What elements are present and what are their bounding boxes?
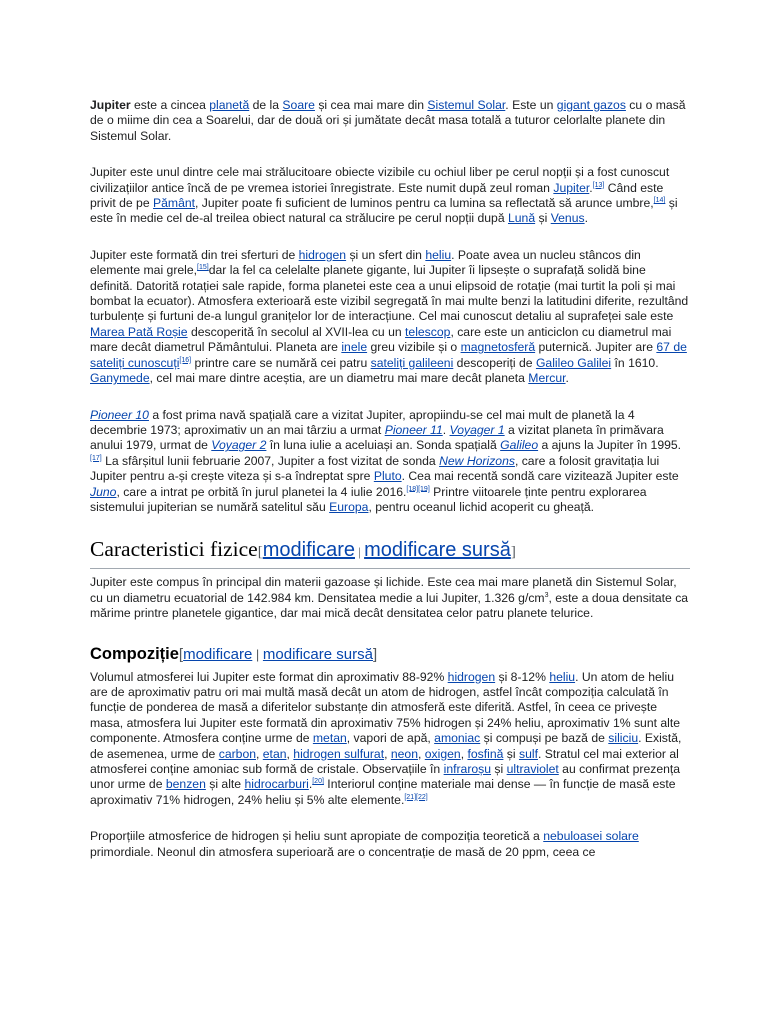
link-pioneer-11[interactable]: Pioneer 11	[384, 422, 443, 437]
link-ganymede[interactable]: Ganymede	[90, 371, 150, 386]
section-edit-links: [modificare | modificare sursă]	[257, 539, 516, 562]
link-benzen[interactable]: benzen	[165, 777, 206, 792]
edit-link[interactable]: modificare	[262, 539, 355, 562]
paragraph-exploration: Pioneer 10 a fost prima navă spațială care a vizitat Jupiter, apropiindu-se cel mai mult de planetă la 4 decembrie 1973; aproximativ un an mai târziu a urmat Pioneer 11. Voyager 1 a vizitat planeta în primăvara anului 1979, urmat de Voyager 2 în luna iulie a aceluiași an. Sonda spațială Galileo a ajuns la Jupiter în 1995.[17] La sfârșitul lunii februarie 2007, Jupiter a fost vizitat de sonda New Horizons, care a folosit gravitația lui Jupiter pentru a-și crește viteza și s-a îndreptat spre Pluto. Cea mai recentă sondă care vizitează Jupiter este Juno, care a intrat pe orbită în jurul planetei la 4 iulie 2016.[18][19] Printre viitoarele ținte pentru explorarea sistemului jupiterian se numără satelitul său Europa, pentru oceanul lichid acoperit cu gheață.	[90, 407, 682, 514]
link-soare[interactable]: Soare	[282, 98, 315, 112]
edit-source-link[interactable]: modificare sursă	[262, 645, 373, 663]
edit-source-link[interactable]: modificare sursă	[364, 539, 511, 562]
link-marea-pata-rosie[interactable]: Marea Pată Roșie	[90, 324, 188, 339]
link-sateliti-cunoscuti[interactable]: 67 de sateliți cunoscuți	[90, 340, 687, 370]
link-ultraviolet[interactable]: ultraviolet	[506, 762, 559, 776]
link-luna[interactable]: Lună	[508, 211, 536, 226]
link-pluto[interactable]: Pluto	[373, 469, 402, 484]
link-neon[interactable]: neon	[390, 746, 418, 761]
link-galileo-galilei[interactable]: Galileo Galilei	[535, 355, 612, 370]
link-sulf[interactable]: sulf	[518, 746, 538, 761]
paragraph-physical: Jupiter este compus în principal din materii gazoase și lichide. Este cea mai mare planetă din Sistemul Solar, cu un diametru ecuatorial de 142.984 km. Densitatea medie a lui Jupiter, 1.326 $g/cm^3$, este a doua densitate ca mărime printre planetele gigantice, dar mai mică decât densitatea celor patru planete telurice.	[90, 575, 689, 621]
paragraph-structure: Jupiter este formată din trei sferturi de hidrogen și un sfert din heliu. Poate avea un nucleu stâncos din elemente mai grele,[15]dar la fel ca celelalte planete gigante, lui Jupiter îi lipsește o suprafață solidă bine definită. Datorită rotației sale rapide, forma planetei este cea a unui elipsoid de rotație (mai turtit la poli și mai bombat la ecuator). Atmosfera exterioară este vizibil segregată în mai multe benzi la latitudini diferite, rezultând turbulențe și furtuni de-a lungul granițelor lor de interacțiune. Cel mai cunoscut detaliu al suprafeței sale este Marea Pată Roșie descoperită în secolul al XVII-lea cu un telescop, care este un anticiclon cu diametrul mai mare decât diametrul Pământului. Planeta are inele greu vizibile și o magnetosferă puternică. Jupiter are 67 de sateliți cunoscuți[16] printre care se numără cei patru sateliți galileeni descoperiți de Galileo Galilei în 1610. Ganymede, cel mai mare dintre aceștia, are un diametru mai mare decât planeta Mercur.	[90, 247, 689, 386]
link-sistemul-solar[interactable]: Sistemul Solar	[427, 98, 506, 112]
link-hidrocarburi[interactable]: hidrocarburi	[244, 777, 309, 792]
link-pioneer-10[interactable]: Pioneer 10	[90, 407, 149, 422]
link-siliciu[interactable]: siliciu	[608, 731, 639, 746]
link-nebuloasei-solare[interactable]: nebuloasei solare	[543, 829, 639, 844]
link-heliu[interactable]: heliu	[425, 247, 452, 262]
paragraph-visibility: Jupiter este unul dintre cele mai strălucitoare obiecte vizibile cu ochiul liber pe cerul nopții și a fost cunoscut civilizațiilor antice încă de pe vremea istoriei înregistrate. Este numit după zeul roman Jupiter.[13] Când este privit de pe Pământ, Jupiter poate fi suficient de luminos pentru ca lumina sa reflectată să arunce umbre,[14] și este în medie cel de-al treilea obiect natural ca strălucire pe cerul nopții după Lună și Venus.	[90, 165, 678, 226]
link-jupiter-zeu[interactable]: Jupiter	[553, 180, 590, 195]
link-etan[interactable]: etan	[262, 746, 287, 761]
link-voyager-1[interactable]: Voyager 1	[449, 422, 505, 437]
link-heliu[interactable]: heliu	[549, 669, 576, 684]
link-gigant-gazos[interactable]: gigant gazos	[556, 98, 626, 112]
link-oxigen[interactable]: oxigen	[424, 746, 461, 761]
ref-20[interactable]: [20]	[312, 778, 324, 786]
link-hidrogen-sulfurat[interactable]: hidrogen sulfurat	[293, 746, 385, 761]
link-inele[interactable]: inele	[341, 340, 368, 355]
ref-21-22[interactable]: [21][22]	[404, 793, 428, 801]
ref-18-19[interactable]: [18][19]	[406, 485, 430, 493]
link-galileo-probe[interactable]: Galileo	[500, 438, 539, 453]
link-voyager-2[interactable]: Voyager 2	[211, 438, 267, 453]
link-metan[interactable]: metan	[312, 731, 347, 746]
link-fosfina[interactable]: fosfină	[467, 746, 504, 761]
ref-13[interactable]: [13]	[592, 181, 605, 189]
superscript-3: 3	[544, 591, 549, 599]
link-carbon[interactable]: carbon	[218, 746, 256, 761]
link-pamant[interactable]: Pământ	[153, 196, 196, 211]
paragraph-composition: Volumul atmosferei lui Jupiter este format din aproximativ 88-92% hidrogen și 8-12% heliu. Un atom de heliu are de aproximativ patru ori mai multă masă decât un atom de hidrogen, astfel încât compoziția calculată în funcție de ponderea de masă a diferitelor substanțe din atmosferă este diferită. Astfel, în ceea ce privește masa, atmosfera lui Jupiter este formată din aproximativ 75% hidrogen și 24% heliu, aproximativ 1% sunt alte componente. Atmosfera conține urme de metan, vapori de apă, amoniac și compuși pe bază de siliciu. Există, de asemenea, urme de carbon, etan, hidrogen sulfurat, neon, oxigen, fosfină și sulf. Stratul cel mai exterior al atmosferei conține amoniac sub formă de cristale. Observațiile în infraroșu și ultraviolet au confirmat prezența unor urme de benzen și alte hidrocarburi.[20] Interiorul conține materiale mai dense — în funcție de masă este aproximativ 71% hidrogen, 24% heliu și 5% alte elemente.[21][22]	[90, 669, 682, 807]
paragraph-proportions: Proporțiile atmosferice de hidrogen și heliu sunt apropiate de compoziția teoretică a nebuloasei solare primordiale. Neonul din atmosfera superioară are o concentrație de masă de 20 ppm, ceea ce	[90, 829, 639, 859]
link-telescop[interactable]: telescop	[405, 324, 451, 339]
link-juno[interactable]: Juno	[90, 484, 117, 499]
link-infrarosu[interactable]: infraroșu	[443, 762, 492, 776]
link-magnetosfera[interactable]: magnetosferă	[460, 340, 536, 355]
link-hidrogen[interactable]: hidrogen	[298, 247, 347, 262]
link-sateliti-galileeni[interactable]: sateliți galileeni	[370, 355, 454, 370]
link-new-horizons[interactable]: New Horizons	[439, 453, 515, 468]
ref-17[interactable]: [17]	[90, 454, 102, 462]
edit-link[interactable]: modificare	[183, 645, 253, 663]
link-venus[interactable]: Venus	[550, 211, 585, 226]
ref-16[interactable]: [16]	[179, 356, 192, 364]
paragraph-intro: Jupiter este a cincea planetă de la Soare și cea mai mare din Sistemul Solar. Este un gigant gazos cu o masă de o miime din cea a Soarelui, dar de două ori și jumătate decât masa totală a tuturor celorlalte planete din Sistemul Solar.	[90, 98, 686, 143]
link-europa[interactable]: Europa	[329, 499, 369, 514]
section-heading-caracteristici: Caracteristici fizice[modificare | modificare sursă]	[90, 536, 690, 569]
subsection-edit-links: [modificare | modificare sursă]	[178, 645, 378, 663]
link-amoniac[interactable]: amoniac	[434, 731, 481, 746]
ref-14[interactable]: [14]	[653, 196, 666, 204]
ref-15[interactable]: [15]	[197, 264, 209, 272]
article-subject: Jupiter	[90, 98, 131, 112]
article-body	[90, 98, 690, 881]
link-planeta[interactable]: planetă	[209, 98, 250, 112]
link-hidrogen[interactable]: hidrogen	[447, 669, 496, 684]
link-mercur[interactable]: Mercur	[528, 371, 566, 386]
section-heading-compozitie: Compoziție[modificare | modificare sursă]	[90, 644, 378, 663]
